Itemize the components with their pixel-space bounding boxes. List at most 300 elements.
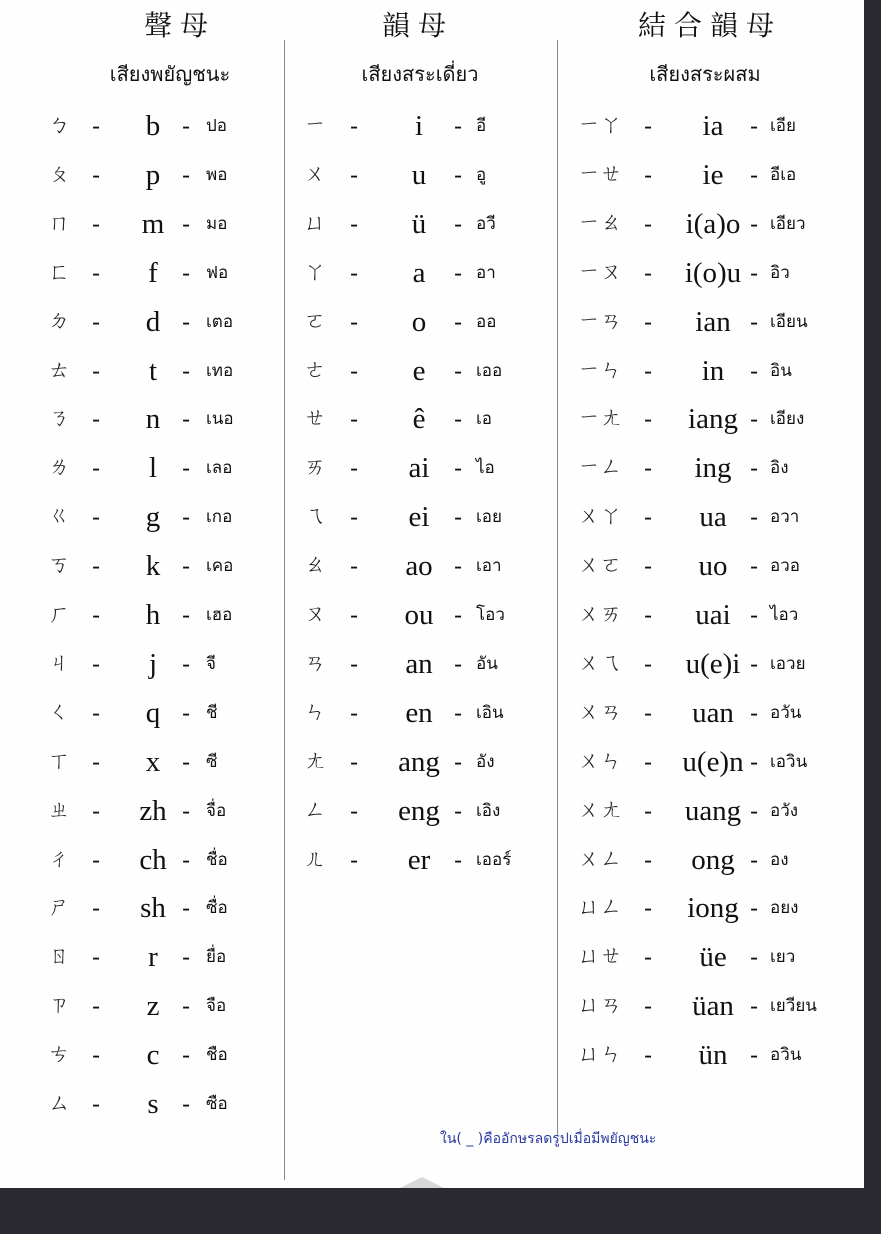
thai-pronunciation: อวอ <box>770 556 800 577</box>
pinyin-romanization: i <box>414 110 424 142</box>
separator-dash: - <box>644 649 653 678</box>
thai-pronunciation: ไอว <box>770 605 799 625</box>
thai-pronunciation: เยวียน <box>770 996 817 1017</box>
zhuyin-symbol: ㄩㄢ <box>578 993 623 1019</box>
separator-dash: - <box>750 405 759 434</box>
separator-dash: - <box>454 258 463 287</box>
separator-dash: - <box>644 698 653 727</box>
separator-dash: - <box>454 454 463 483</box>
thai-pronunciation: ซี <box>206 751 218 772</box>
separator-dash: - <box>750 845 759 874</box>
pinyin-romanization: x <box>145 745 161 778</box>
separator-dash: - <box>92 1041 101 1070</box>
pinyin-romanization: uai <box>695 599 731 631</box>
separator-dash: - <box>750 601 759 629</box>
separator-dash: - <box>350 454 359 483</box>
pinyin-romanization: a <box>412 256 426 289</box>
zhuyin-symbol: ㄧ <box>304 113 327 138</box>
thai-pronunciation: เอีย <box>770 116 796 136</box>
separator-dash: - <box>644 796 653 825</box>
pinyin-romanization: o <box>411 305 427 338</box>
subtitle-initials: เสียงพยัญชนะ <box>109 62 231 86</box>
thai-pronunciation: อวิน <box>770 1045 802 1066</box>
zhuyin-symbol: ㄒ <box>48 748 71 774</box>
separator-dash: - <box>644 307 653 336</box>
separator-dash: - <box>350 649 359 678</box>
separator-dash: - <box>182 992 191 1021</box>
separator-dash: - <box>750 356 759 385</box>
separator-dash: - <box>92 698 101 727</box>
separator-dash: - <box>644 454 653 483</box>
zhuyin-symbol: ㄨㄢ <box>578 699 623 725</box>
separator-dash: - <box>182 405 191 434</box>
separator-dash: - <box>750 698 759 727</box>
zhuyin-symbol: ㄋ <box>48 406 71 432</box>
zhuyin-symbol: ㄡ <box>304 602 327 627</box>
separator-dash: - <box>750 454 759 483</box>
zhuyin-symbol: ㄚ <box>304 259 327 285</box>
pinyin-romanization: z <box>146 990 160 1023</box>
table-row <box>0 1080 864 1128</box>
separator-dash: - <box>350 307 359 336</box>
pinyin-romanization: m <box>141 207 165 240</box>
pinyin-romanization: in <box>701 354 725 387</box>
thai-pronunciation: อวัน <box>770 702 802 723</box>
pinyin-romanization: üe <box>699 941 727 974</box>
separator-dash: - <box>182 747 191 776</box>
thai-pronunciation: อวี <box>476 213 496 234</box>
thai-pronunciation: จือ <box>206 996 227 1017</box>
table-row <box>0 738 864 786</box>
pinyin-romanization: s <box>147 1088 159 1120</box>
separator-dash: - <box>750 552 759 581</box>
separator-dash: - <box>454 503 463 532</box>
separator-dash: - <box>454 796 463 825</box>
thai-pronunciation: เออ <box>476 360 503 381</box>
separator-dash: - <box>92 503 101 532</box>
zhuyin-symbol: ㄝ <box>304 406 327 432</box>
zhuyin-symbol: ㄔ <box>48 846 71 872</box>
pinyin-romanization: i(a)o <box>685 207 741 240</box>
separator-dash: - <box>644 356 653 385</box>
thai-pronunciation: อู <box>476 164 487 185</box>
table-row <box>0 151 864 199</box>
separator-dash: - <box>644 992 653 1021</box>
thai-pronunciation: เอ <box>476 409 493 430</box>
thai-pronunciation: อีเอ <box>770 164 797 185</box>
pinyin-romanization: b <box>145 110 161 142</box>
table-row <box>0 347 864 395</box>
separator-dash: - <box>182 649 191 678</box>
zhuyin-symbol: ㄧㄡ <box>578 259 623 285</box>
zhuyin-symbol: ㄑ <box>48 699 71 725</box>
separator-dash: - <box>92 992 101 1021</box>
separator-dash: - <box>350 796 359 825</box>
subtitle-compound-finals: เสียงสระผสม <box>649 62 761 86</box>
separator-dash: - <box>182 552 191 581</box>
zhuyin-symbol: ㄧㄣ <box>578 357 623 383</box>
thai-pronunciation: เฮอ <box>206 605 233 625</box>
thai-pronunciation: อัน <box>476 653 498 674</box>
zhuyin-symbol: ㄐ <box>48 650 71 676</box>
zhuyin-symbol: ㄨㄟ <box>578 650 623 676</box>
separator-dash: - <box>750 649 759 678</box>
title-initials: 聲母 <box>143 9 216 42</box>
zhuyin-symbol: ㄌ <box>48 455 71 481</box>
thai-pronunciation: ซื่อ <box>206 898 228 919</box>
separator-dash: - <box>454 209 463 238</box>
separator-dash: - <box>454 160 463 189</box>
pinyin-romanization: ang <box>398 745 440 778</box>
separator-dash: - <box>182 943 191 972</box>
zhuyin-symbol: ㄙ <box>48 1091 71 1116</box>
pinyin-romanization: i(o)u <box>684 256 742 289</box>
thai-pronunciation: ฟอ <box>206 262 229 283</box>
pinyin-romanization: en <box>405 696 433 729</box>
thai-pronunciation: อี <box>476 116 487 136</box>
zhuyin-symbol: ㄧㄝ <box>578 161 623 187</box>
separator-dash: - <box>454 356 463 385</box>
separator-dash: - <box>92 160 101 189</box>
thai-pronunciation: ซือ <box>206 1094 228 1114</box>
title-simple-finals: 韻母 <box>381 9 454 42</box>
zhuyin-symbol: ㄧㄤ <box>578 406 623 432</box>
thai-pronunciation: อิว <box>770 262 790 283</box>
pinyin-romanization: ua <box>699 501 727 534</box>
separator-dash: - <box>92 258 101 287</box>
pinyin-romanization: n <box>145 403 161 436</box>
thai-pronunciation: อวา <box>770 507 800 528</box>
pinyin-romanization: u(e)i <box>685 647 741 680</box>
separator-dash: - <box>92 307 101 336</box>
separator-dash: - <box>350 160 359 189</box>
pinyin-romanization: iong <box>687 892 739 925</box>
thai-pronunciation: เอวย <box>770 653 806 674</box>
separator-dash: - <box>350 258 359 287</box>
zhuyin-symbol: ㄜ <box>304 357 327 383</box>
zhuyin-symbol: ㄏ <box>48 602 71 627</box>
zhuyin-symbol: ㄩ <box>304 210 327 236</box>
pinyin-romanization: ong <box>691 843 735 876</box>
zhuyin-symbol: ㄍ <box>48 504 71 530</box>
thai-pronunciation: ชือ <box>206 1045 228 1066</box>
table-row <box>0 689 864 737</box>
separator-dash: - <box>92 454 101 483</box>
thai-pronunciation: ปอ <box>206 116 228 136</box>
separator-dash: - <box>454 405 463 434</box>
separator-dash: - <box>182 503 191 532</box>
thai-pronunciation: อิง <box>770 458 789 479</box>
table-row <box>0 640 864 688</box>
separator-dash: - <box>750 796 759 825</box>
zhuyin-symbol: ㄨㄞ <box>578 602 623 627</box>
thai-pronunciation: เทอ <box>206 360 234 381</box>
table-row <box>0 200 864 248</box>
thai-pronunciation: มอ <box>206 213 228 234</box>
separator-dash: - <box>454 845 463 874</box>
pinyin-romanization: l <box>148 452 158 485</box>
pinyin-romanization: uang <box>684 794 742 827</box>
pinyin-romanization: g <box>145 501 161 534</box>
thai-pronunciation: อัง <box>476 751 495 772</box>
separator-dash: - <box>454 601 463 629</box>
separator-dash: - <box>350 601 359 629</box>
separator-dash: - <box>644 845 653 874</box>
pinyin-romanization: ü <box>411 207 427 240</box>
separator-dash: - <box>350 209 359 238</box>
separator-dash: - <box>92 601 101 629</box>
pinyin-romanization: t <box>148 354 158 387</box>
pinyin-romanization: iang <box>688 403 738 436</box>
separator-dash: - <box>750 307 759 336</box>
title-compound-finals: 結合韻母 <box>637 9 782 42</box>
zhuyin-symbol: ㄩㄥ <box>578 895 623 921</box>
separator-dash: - <box>750 894 759 923</box>
pinyin-romanization: q <box>145 696 161 729</box>
zhuyin-symbol: ㄧㄠ <box>578 210 623 236</box>
zhuyin-symbol: ㄧㄢ <box>578 308 623 334</box>
thai-pronunciation: เอียน <box>770 311 808 332</box>
separator-dash: - <box>92 209 101 238</box>
zhuyin-symbol: ㄧㄚ <box>578 113 623 138</box>
table-row <box>0 444 864 492</box>
pinyin-romanization: j <box>148 647 158 680</box>
separator-dash: - <box>350 503 359 532</box>
pinyin-romanization: ao <box>405 550 433 583</box>
separator-dash: - <box>454 112 463 140</box>
pinyin-romanization: ei <box>408 501 430 534</box>
thai-pronunciation: เลอ <box>206 458 233 479</box>
separator-dash: - <box>750 160 759 189</box>
table-row <box>0 102 864 150</box>
pinyin-romanization: p <box>145 158 161 191</box>
separator-dash: - <box>644 258 653 287</box>
zhuyin-symbol: ㄓ <box>48 797 71 823</box>
pinyin-romanization: f <box>148 256 158 289</box>
zhuyin-symbol: ㄨㄚ <box>578 504 623 530</box>
separator-dash: - <box>750 209 759 238</box>
thai-pronunciation: ชื่อ <box>206 849 228 870</box>
separator-dash: - <box>454 307 463 336</box>
pinyin-romanization: sh <box>140 892 166 925</box>
table-row <box>0 298 864 346</box>
zhuyin-symbol: ㄅ <box>48 113 71 138</box>
thai-pronunciation: อง <box>770 849 789 870</box>
separator-dash: - <box>182 112 191 140</box>
zhuyin-symbol: ㄊ <box>48 357 71 383</box>
thai-pronunciation: เอียว <box>770 213 806 234</box>
table-row <box>0 982 864 1030</box>
separator-dash: - <box>92 112 101 140</box>
separator-dash: - <box>182 1090 191 1118</box>
separator-dash: - <box>750 747 759 776</box>
separator-dash: - <box>644 552 653 581</box>
zhuyin-symbol: ㄧㄥ <box>578 455 623 481</box>
thai-pronunciation: เอิง <box>476 800 501 821</box>
separator-dash: - <box>350 698 359 727</box>
pinyin-romanization: e <box>412 354 426 387</box>
zhuyin-symbol: ㄣ <box>304 699 327 725</box>
zhuyin-symbol: ㄥ <box>304 797 327 823</box>
zhuyin-symbol: ㄞ <box>304 455 327 481</box>
separator-dash: - <box>644 894 653 923</box>
separator-dash: - <box>92 552 101 581</box>
pinyin-romanization: ian <box>695 305 731 338</box>
pinyin-romanization: ing <box>694 452 732 485</box>
zhuyin-symbol: ㄨㄛ <box>578 553 623 579</box>
separator-dash: - <box>182 796 191 825</box>
thai-pronunciation: จื่อ <box>206 800 227 821</box>
zhuyin-symbol: ㄆ <box>48 161 71 187</box>
separator-dash: - <box>182 356 191 385</box>
pinyin-romanization: üan <box>692 990 734 1023</box>
separator-dash: - <box>92 796 101 825</box>
separator-dash: - <box>92 649 101 678</box>
separator-dash: - <box>350 747 359 776</box>
separator-dash: - <box>182 845 191 874</box>
separator-dash: - <box>454 649 463 678</box>
thai-pronunciation: โอว <box>476 605 505 625</box>
separator-dash: - <box>644 1041 653 1070</box>
table-row <box>0 591 864 639</box>
thai-pronunciation: เอา <box>476 556 502 577</box>
thai-pronunciation: อา <box>476 262 496 283</box>
pinyin-romanization: ê <box>412 403 426 436</box>
thai-pronunciation: อิน <box>770 360 792 381</box>
thai-pronunciation: เยว <box>770 947 796 968</box>
separator-dash: - <box>454 552 463 581</box>
separator-dash: - <box>750 112 759 140</box>
subtitle-simple-finals: เสียงสระเดี่ยว <box>361 62 479 86</box>
thai-pronunciation: เอิน <box>476 702 504 723</box>
zhuyin-symbol: ㄕ <box>48 895 71 921</box>
zhuyin-symbol: ㄦ <box>304 846 327 872</box>
pinyin-romanization: zh <box>139 794 167 827</box>
pinyin-romanization: u(e)n <box>682 745 744 778</box>
table-row <box>0 542 864 590</box>
separator-dash: - <box>644 943 653 972</box>
pinyin-romanization: u <box>411 158 427 191</box>
zhuyin-symbol: ㄗ <box>48 993 71 1019</box>
pinyin-romanization: eng <box>398 794 440 827</box>
zhuyin-symbol: ㄨ <box>304 161 327 187</box>
pinyin-romanization: er <box>407 843 431 876</box>
thai-pronunciation: เอย <box>476 507 502 528</box>
zhuyin-symbol: ㄩㄣ <box>578 1042 623 1068</box>
pinyin-romanization: ün <box>698 1039 728 1072</box>
separator-dash: - <box>182 601 191 629</box>
pinyin-romanization: d <box>145 305 161 338</box>
table-row <box>0 493 864 541</box>
separator-dash: - <box>750 258 759 287</box>
separator-dash: - <box>644 160 653 189</box>
table-row <box>0 787 864 835</box>
separator-dash: - <box>750 992 759 1021</box>
separator-dash: - <box>92 747 101 776</box>
separator-dash: - <box>350 356 359 385</box>
separator-dash: - <box>182 698 191 727</box>
separator-dash: - <box>92 405 101 434</box>
zhuyin-symbol: ㄖ <box>48 944 71 970</box>
thai-pronunciation: เอียง <box>770 409 805 430</box>
separator-dash: - <box>750 503 759 532</box>
footnote: ใน( _ )คืออักษรลดรูปเมื่อมีพยัญชนะ <box>440 1131 657 1147</box>
right-frame <box>864 0 881 1188</box>
separator-dash: - <box>182 894 191 923</box>
zhuyin-symbol: ㄢ <box>304 650 327 676</box>
separator-dash: - <box>182 1041 191 1070</box>
zhuyin-symbol: ㄠ <box>304 553 327 579</box>
separator-dash: - <box>182 258 191 287</box>
pinyin-romanization: ch <box>139 843 167 876</box>
thai-pronunciation: เออร์ <box>476 849 512 870</box>
separator-dash: - <box>92 845 101 874</box>
separator-dash: - <box>644 503 653 532</box>
zhuyin-symbol: ㄨㄣ <box>578 748 623 774</box>
zhuyin-symbol: ㄈ <box>48 259 71 285</box>
thai-pronunciation: จี <box>206 653 216 674</box>
separator-dash: - <box>350 405 359 434</box>
zhuyin-symbol: ㄩㄝ <box>578 944 623 970</box>
separator-dash: - <box>350 552 359 581</box>
table-row <box>0 249 864 297</box>
thai-pronunciation: ไอ <box>476 458 495 479</box>
separator-dash: - <box>92 356 101 385</box>
zhuyin-symbol: ㄇ <box>48 210 71 236</box>
bottom-shadow <box>398 1177 446 1188</box>
pinyin-romanization: r <box>148 941 158 974</box>
pinyin-romanization: ie <box>702 158 724 191</box>
separator-dash: - <box>454 747 463 776</box>
separator-dash: - <box>92 1090 101 1118</box>
separator-dash: - <box>750 1041 759 1070</box>
table-row <box>0 1031 864 1079</box>
separator-dash: - <box>644 601 653 629</box>
separator-dash: - <box>644 112 653 140</box>
separator-dash: - <box>644 405 653 434</box>
separator-dash: - <box>182 209 191 238</box>
thai-pronunciation: ชี <box>206 702 218 723</box>
pinyin-romanization: c <box>146 1039 160 1072</box>
thai-pronunciation: เตอ <box>206 311 234 332</box>
zhuyin-symbol: ㄤ <box>304 748 327 774</box>
bottom-frame <box>0 1188 881 1234</box>
pinyin-romanization: ou <box>404 599 434 631</box>
zhuyin-symbol: ㄘ <box>48 1042 71 1068</box>
pinyin-romanization: an <box>405 647 433 680</box>
pinyin-romanization: h <box>145 599 161 631</box>
thai-pronunciation: ยื่อ <box>206 947 227 968</box>
pinyin-romanization: ai <box>408 452 430 485</box>
thai-pronunciation: เอวิน <box>770 751 808 772</box>
zhuyin-symbol: ㄨㄤ <box>578 797 623 823</box>
thai-pronunciation: อวัง <box>770 800 799 821</box>
thai-pronunciation: พอ <box>206 164 228 185</box>
separator-dash: - <box>750 943 759 972</box>
table-row <box>0 884 864 932</box>
thai-pronunciation: เกอ <box>206 507 233 528</box>
pinyin-romanization: uan <box>692 696 734 729</box>
zhuyin-symbol: ㄟ <box>304 504 327 530</box>
thai-pronunciation: เนอ <box>206 409 234 430</box>
separator-dash: - <box>182 160 191 189</box>
pinyin-romanization: ia <box>702 110 724 142</box>
zhuyin-symbol: ㄉ <box>48 308 71 334</box>
table-row <box>0 836 864 884</box>
table-row <box>0 395 864 443</box>
separator-dash: - <box>644 209 653 238</box>
separator-dash: - <box>350 845 359 874</box>
